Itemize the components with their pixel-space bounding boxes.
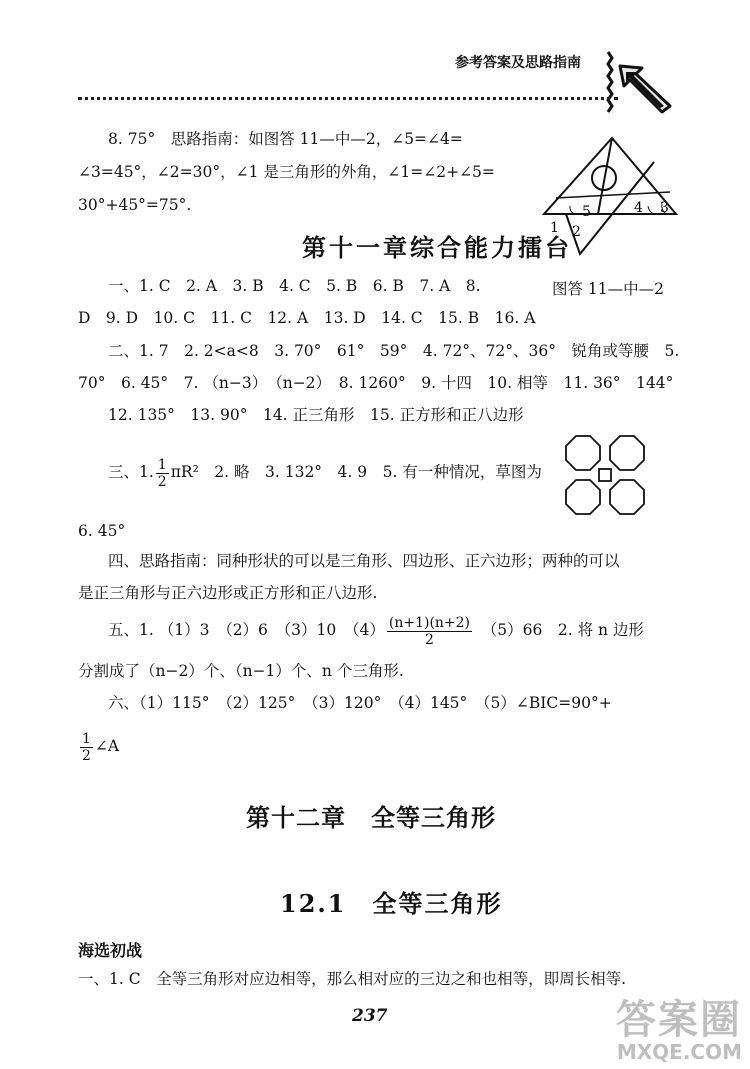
- arrow-icon: [604, 50, 676, 114]
- part4-line2: 是正三角形与正六边形或正方形和正八边形.: [78, 584, 378, 602]
- fraction: [387, 615, 472, 648]
- fraction: [156, 457, 169, 490]
- part1-line2: D 9. D 10. C 11. C 12. A 13. D 14. C 15. B 16. A: [78, 309, 536, 327]
- running-header-title: 参考答案及思路指南: [455, 55, 581, 71]
- part4-line1: 四、思路指南：同种形状的可以是三角形、四边形、正六边形；两种的可以: [108, 552, 620, 570]
- octagon-tiling-sketch: [564, 434, 646, 516]
- part3-line2: 6. 45°: [78, 522, 126, 540]
- header-divider: [78, 97, 618, 100]
- q8-line3: 30°+45°=75°.: [78, 196, 192, 214]
- part5-after: （5）66 2. 将 n 边形: [474, 621, 644, 639]
- figure-label: 2: [572, 224, 581, 240]
- figure-label: 5: [582, 204, 591, 220]
- figure-label: 4: [634, 200, 643, 216]
- last-answer-line: 一、1. C 全等三角形对应边相等，那么相对应的三边之和也相等，即周长相等.: [78, 970, 627, 988]
- watermark-line2: MXQE.COM: [616, 1040, 742, 1064]
- figure-caption: 图答 11—中—2: [552, 280, 665, 298]
- part1-line1: 一、1. C 2. A 3. B 4. C 5. B 6. B 7. A 8.: [108, 277, 481, 295]
- part2-line2: 70° 6. 45° 7. （n−3） （n−2） 8. 1260° 9. 十四 10. 相等 11. 36° 144°: [78, 374, 674, 392]
- page-number: 237: [352, 1006, 388, 1026]
- fraction-numerator: (n+1)(n+2): [388, 614, 471, 631]
- chapter-12-title: 第十二章 全等三角形: [246, 804, 496, 832]
- q8-line1: 8. 75° 思路指南：如图答 11—中—2，∠5=∠4=: [108, 130, 463, 148]
- figure-label: 3: [660, 200, 669, 216]
- part5-line1: [108, 612, 644, 648]
- fraction-denominator: 2: [157, 473, 167, 490]
- chapter-11-title: 第十一章综合能力擂台: [302, 234, 572, 262]
- fraction-numerator: 1: [157, 456, 167, 473]
- fraction-numerator: 1: [82, 730, 91, 747]
- fraction: [80, 731, 93, 764]
- fraction-denominator: 2: [424, 631, 434, 648]
- part6-line2: [78, 728, 119, 764]
- part3-after: πR² 2. 略 3. 132° 4. 9 5. 有一种情况，草图为: [170, 463, 542, 481]
- part2-line1: 二、1. 7 2. 2<a<8 3. 70° 61° 59° 4. 72°、72°、36° 锐角或等腰 5.: [108, 342, 680, 360]
- part6-line1: 六、（1）115° （2）125° （3）120° （4）145° （5）∠BIC=90°+: [108, 694, 612, 712]
- part3-prefix: 三、1.: [108, 463, 154, 481]
- section-title: 12.1 全等三角形: [280, 889, 503, 918]
- q8-line2: ∠3=45°，∠2=30°，∠1 是三角形的外角，∠1=∠2+∠5=: [78, 163, 495, 181]
- figure-label: 1: [550, 220, 559, 236]
- part5-line2: 分割成了（n−2）个、（n−1）个、n 个三角形.: [78, 662, 404, 680]
- part2-line3: 12. 135° 13. 90° 14. 正三角形 15. 正方形和正八边形: [108, 406, 524, 424]
- watermark-line1: 答案圈: [616, 997, 742, 1043]
- part3-line1: [108, 454, 542, 490]
- part5-prefix: 五、1. （1）3 （2）6 （3）10 （4）: [108, 621, 385, 639]
- fraction-denominator: 2: [82, 747, 91, 764]
- subsection-title: 海选初战: [78, 941, 143, 960]
- part6-after: ∠A: [94, 737, 120, 755]
- watermark: [616, 999, 742, 1063]
